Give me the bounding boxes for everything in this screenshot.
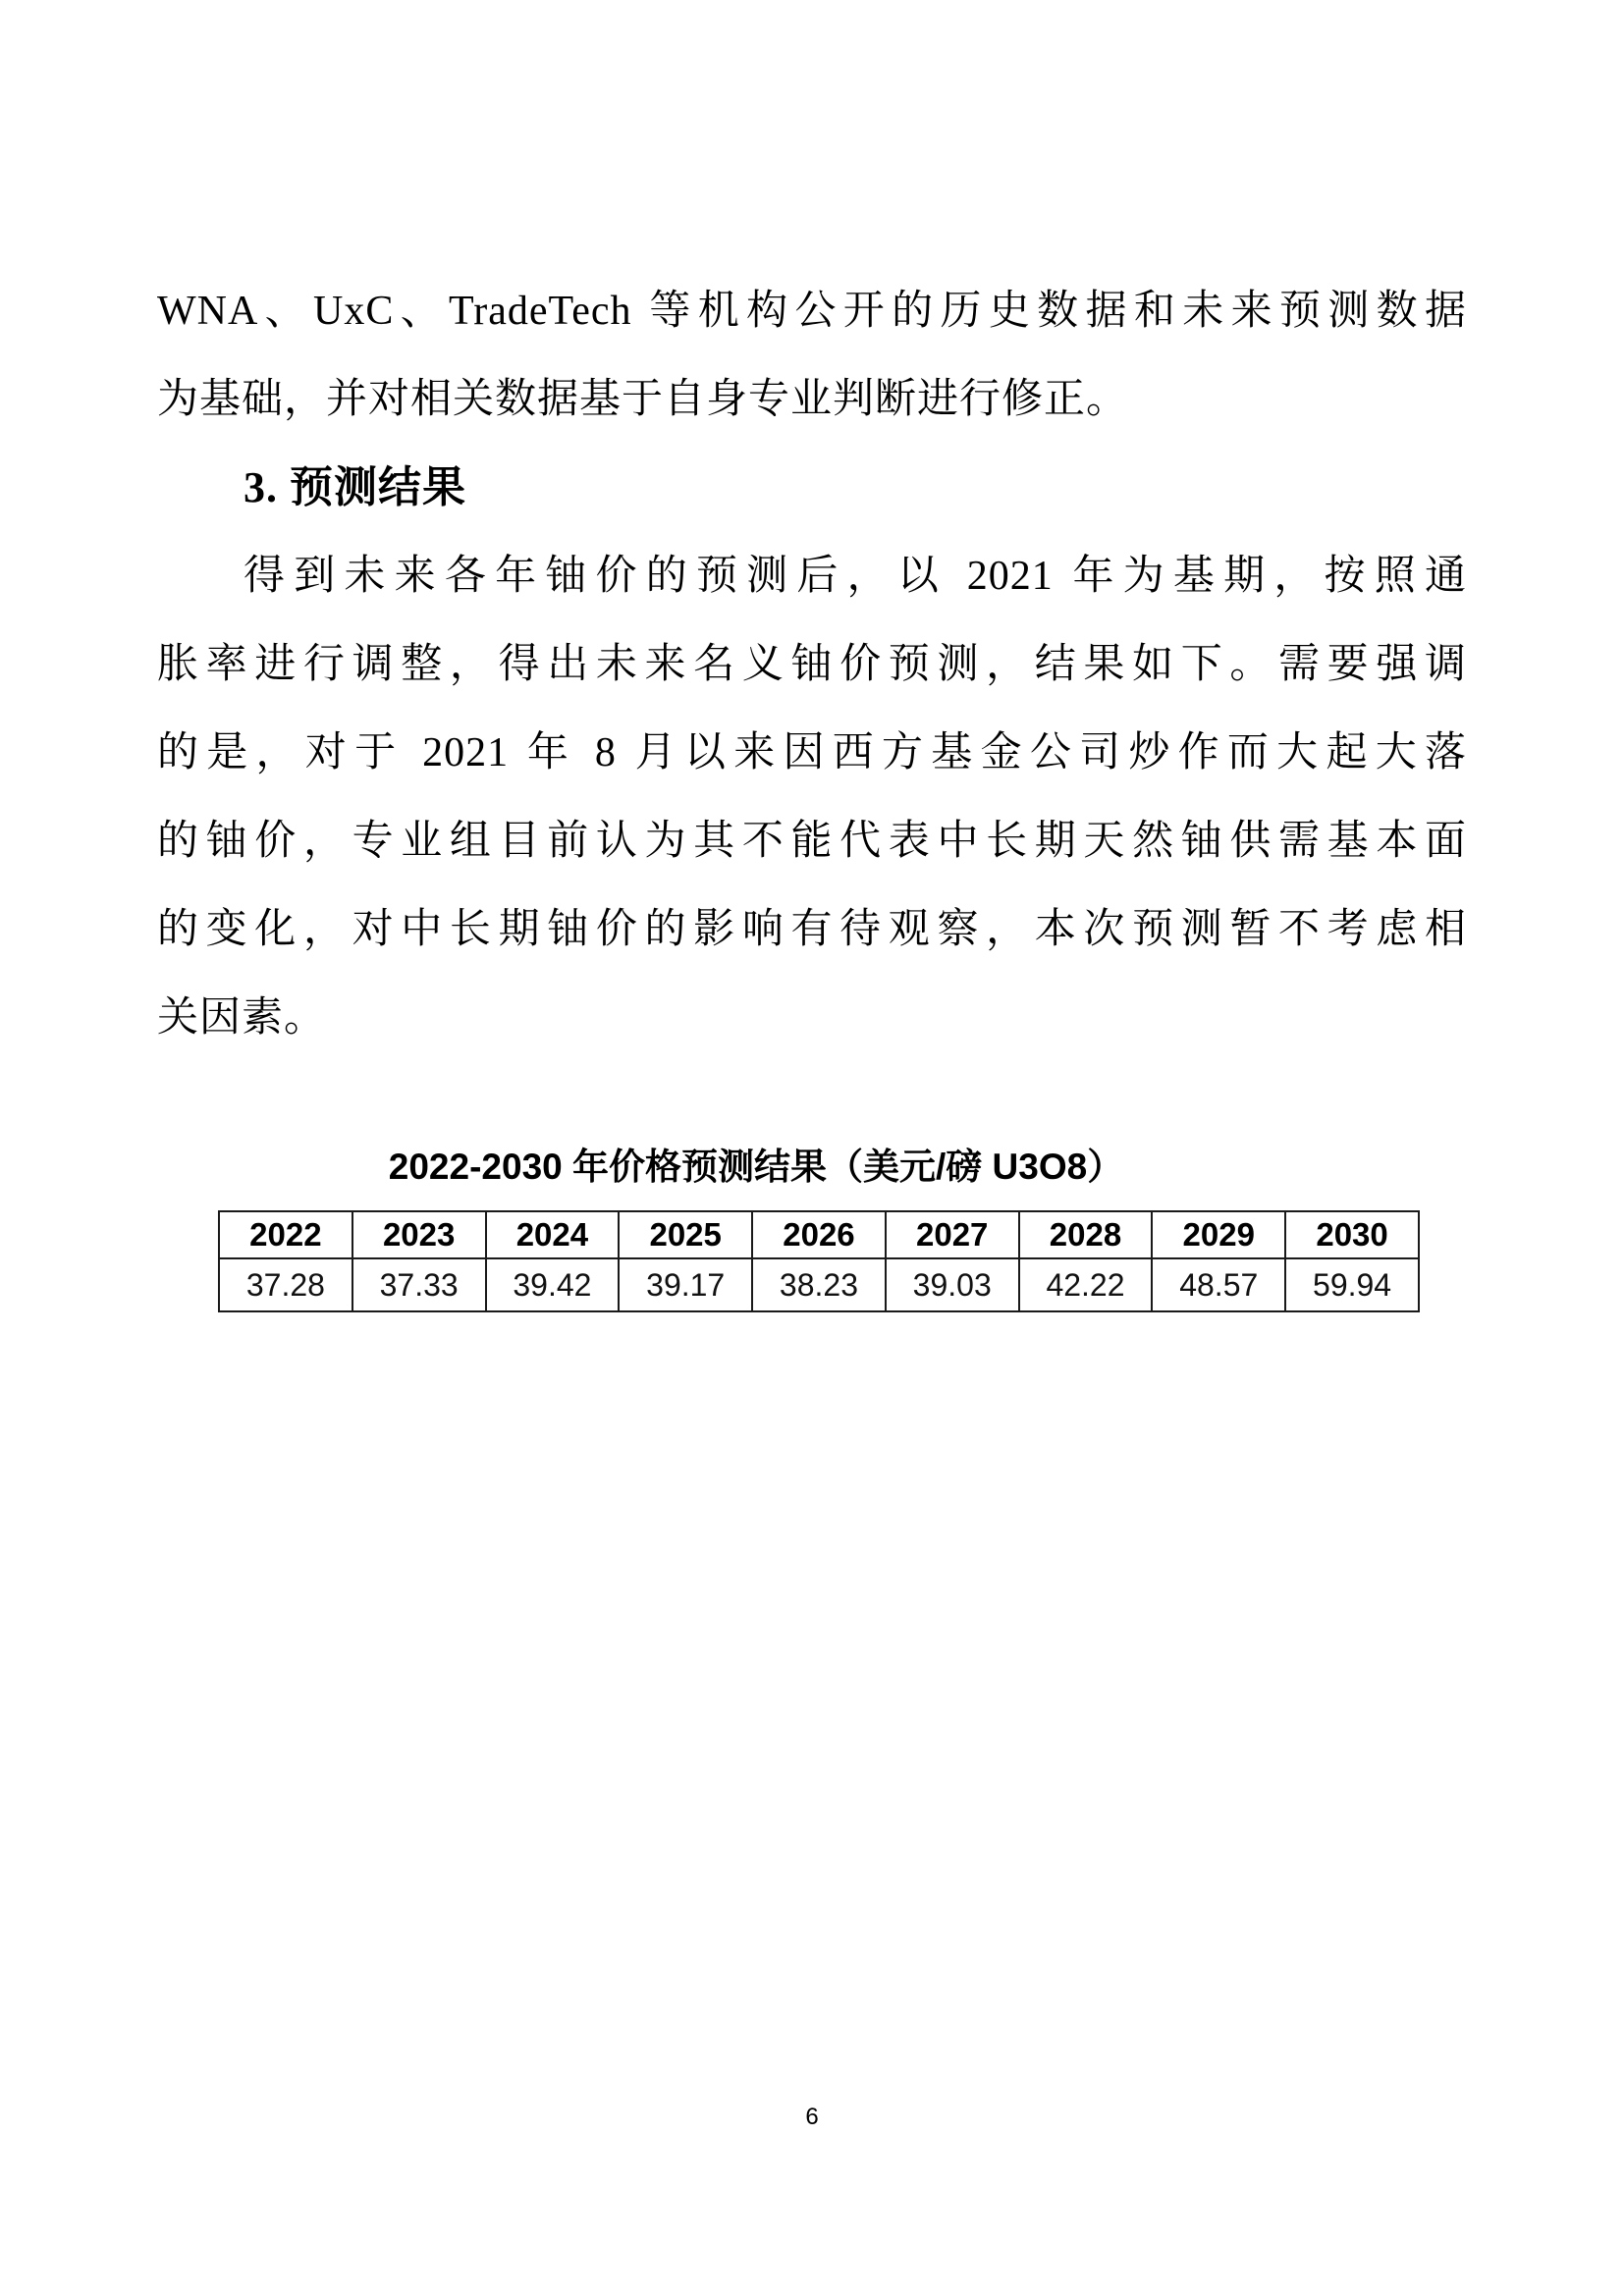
table-title: 2022-2030 年价格预测结果（美元/磅 U3O8） — [388, 1147, 1124, 1187]
table-value-row — [219, 1258, 1419, 1311]
price-value-cell: 39.03 — [886, 1258, 1019, 1311]
price-value-cell: 37.28 — [219, 1258, 352, 1311]
paragraph-line: 关因素。 — [157, 995, 327, 1041]
year-header-cell: 2024 — [486, 1211, 620, 1258]
year-header-cell: 2030 — [1285, 1211, 1419, 1258]
page-number: 6 — [805, 2104, 819, 2130]
price-value-cell: 42.22 — [1019, 1258, 1153, 1311]
paragraph-line: 得到未来各年铀价的预测后，以 2021 年为基期，按照通 — [244, 554, 1467, 599]
year-header-cell: 2026 — [752, 1211, 886, 1258]
document-body — [157, 267, 1467, 1062]
paragraph-line: 的是，对于 2021 年 8 月以来因西方基金公司炒作而大起大落 — [157, 730, 1467, 775]
year-header-cell: 2025 — [619, 1211, 752, 1258]
price-value-cell: 38.23 — [752, 1258, 886, 1311]
year-header-cell: 2022 — [219, 1211, 352, 1258]
year-header-cell: 2023 — [352, 1211, 486, 1258]
table-header-row — [219, 1211, 1419, 1258]
price-value-cell: 39.42 — [486, 1258, 620, 1311]
price-value-cell: 39.17 — [619, 1258, 752, 1311]
year-header-cell: 2027 — [886, 1211, 1019, 1258]
section-heading: 3. 预测结果 — [244, 463, 466, 511]
paragraph-line: 的变化，对中长期铀价的影响有待观察，本次预测暂不考虑相 — [157, 907, 1467, 952]
paragraph-line: 胀率进行调整，得出未来名义铀价预测，结果如下。需要强调 — [157, 642, 1467, 687]
year-header-cell: 2028 — [1019, 1211, 1153, 1258]
paragraph-line: WNA、UxC、TradeTech 等机构公开的历史数据和未来预测数据 — [157, 289, 1467, 334]
price-table — [218, 1210, 1420, 1312]
year-header-cell: 2029 — [1152, 1211, 1285, 1258]
paragraph-line: 为基础，并对相关数据基于自身专业判断进行修正。 — [157, 377, 1129, 422]
paragraph-line: 的铀价，专业组目前认为其不能代表中长期天然铀供需基本面 — [157, 819, 1467, 864]
price-value-cell: 59.94 — [1285, 1258, 1419, 1311]
price-value-cell: 48.57 — [1152, 1258, 1285, 1311]
price-value-cell: 37.33 — [352, 1258, 486, 1311]
